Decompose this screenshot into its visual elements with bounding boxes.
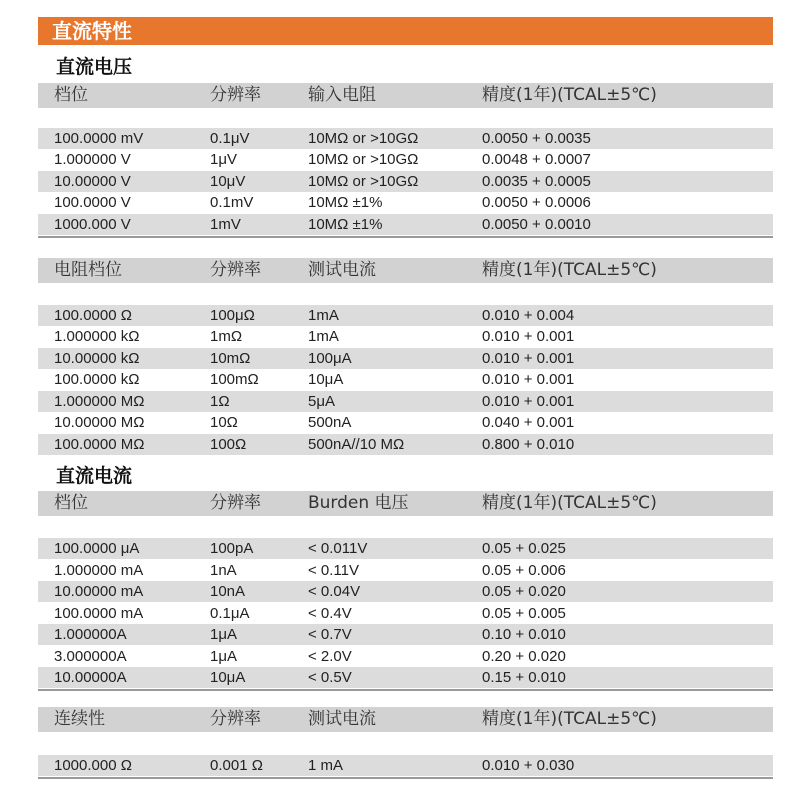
dcv-header-input-resistance: 输入电阻 [308, 85, 376, 105]
cell-range: 100.0000 kΩ [54, 371, 140, 388]
cell-range: 10.00000A [54, 669, 127, 686]
cell-burden-voltage: < 0.11V [308, 562, 360, 579]
cell-range: 100.0000 mV [54, 130, 144, 147]
table-row [38, 391, 773, 412]
cont-header-resolution: 分辨率 [210, 709, 261, 729]
cell-accuracy: 0.0050 + 0.0006 [482, 194, 591, 211]
cell-input-resistance: 10MΩ or >10GΩ [308, 130, 419, 147]
table-row [38, 581, 773, 602]
cell-resolution: 100pA [210, 540, 254, 557]
cell-resolution: 100Ω [210, 436, 247, 453]
cell-resolution: 1μA [210, 648, 237, 665]
cont-header-range: 连续性 [54, 709, 105, 729]
cell-accuracy: 0.20 + 0.020 [482, 648, 566, 665]
table-row [38, 214, 773, 235]
cell-range: 3.000000A [54, 648, 127, 665]
cell-range: 1.000000 V [54, 151, 131, 168]
cell-resolution: 0.1mV [210, 194, 254, 211]
cell-range: 100.0000 V [54, 194, 131, 211]
cell-accuracy: 0.0048 + 0.0007 [482, 151, 591, 168]
cell-resolution: 1nA [210, 562, 237, 579]
cell-accuracy: 0.010 + 0.030 [482, 757, 575, 774]
cell-accuracy: 0.010 + 0.001 [482, 371, 575, 388]
res-header-test-current: 测试电流 [308, 260, 376, 280]
cell-burden-voltage: < 0.04V [308, 583, 361, 600]
cell-resolution: 1mV [210, 216, 241, 233]
cell-accuracy: 0.10 + 0.010 [482, 626, 566, 643]
dci-header-burden-voltage: Burden 电压 [308, 493, 409, 513]
cell-resolution: 1Ω [210, 393, 230, 410]
cell-range: 10.00000 V [54, 173, 131, 190]
cell-range: 10.00000 kΩ [54, 350, 140, 367]
cont-header-row [38, 707, 773, 732]
dcv-header-range: 档位 [54, 85, 88, 105]
cell-accuracy: 0.05 + 0.005 [482, 605, 566, 622]
cell-resolution: 10mΩ [210, 350, 251, 367]
res-header-row [38, 258, 773, 283]
cell-range: 100.0000 μA [54, 540, 140, 557]
dcv-title: 直流电压 [56, 56, 133, 78]
cell-accuracy: 0.0050 + 0.0035 [482, 130, 591, 147]
dci-header-range: 档位 [54, 493, 88, 513]
res-header-range: 电阻档位 [54, 260, 122, 280]
cell-test-current: 1mA [308, 328, 339, 345]
res-header-resolution: 分辨率 [210, 260, 261, 280]
cell-range: 10.00000 MΩ [54, 414, 145, 431]
cell-resolution: 0.001 Ω [210, 757, 263, 774]
res-header-accuracy: 精度(1年)(TCAL±5℃) [482, 260, 657, 280]
dci-title: 直流电流 [56, 465, 133, 487]
table-row [38, 192, 773, 213]
cont-header-accuracy: 精度(1年)(TCAL±5℃) [482, 709, 657, 729]
cell-resolution: 10Ω [210, 414, 238, 431]
cell-input-resistance: 10MΩ or >10GΩ [308, 151, 419, 168]
table-row [38, 305, 773, 326]
cell-accuracy: 0.05 + 0.006 [482, 562, 566, 579]
dci-header-resolution: 分辨率 [210, 493, 261, 513]
cell-test-current: 1 mA [308, 757, 344, 774]
table-row [38, 624, 773, 645]
cell-range: 1.000000 MΩ [54, 393, 145, 410]
cell-accuracy: 0.0050 + 0.0010 [482, 216, 591, 233]
cell-test-current: 500nA [308, 414, 352, 431]
cell-range: 10.00000 mA [54, 583, 144, 600]
cell-resolution: 100μΩ [210, 307, 255, 324]
cell-range: 1.000000 mA [54, 562, 144, 579]
cell-resolution: 10μA [210, 669, 246, 686]
cell-accuracy: 0.0035 + 0.0005 [482, 173, 591, 190]
table-row [38, 171, 773, 192]
cell-resolution: 10nA [210, 583, 246, 600]
cell-accuracy: 0.010 + 0.004 [482, 307, 575, 324]
cell-range: 1000.000 V [54, 216, 131, 233]
cell-burden-voltage: < 0.7V [308, 626, 352, 643]
table-row [38, 755, 773, 776]
cell-resolution: 100mΩ [210, 371, 259, 388]
cell-burden-voltage: < 2.0V [308, 648, 352, 665]
dcv-header-resolution: 分辨率 [210, 85, 261, 105]
cell-range: 1000.000 Ω [54, 757, 132, 774]
cell-accuracy: 0.010 + 0.001 [482, 350, 575, 367]
cell-test-current: 500nA//10 MΩ [308, 436, 405, 453]
table-row [38, 538, 773, 559]
table-row [38, 348, 773, 369]
cell-input-resistance: 10MΩ ±1% [308, 194, 383, 211]
cell-accuracy: 0.010 + 0.001 [482, 328, 575, 345]
cell-range: 1.000000 kΩ [54, 328, 140, 345]
cell-accuracy: 0.040 + 0.001 [482, 414, 575, 431]
cell-test-current: 1mA [308, 307, 339, 324]
cell-resolution: 1μV [210, 151, 237, 168]
cell-resolution: 1μA [210, 626, 237, 643]
cell-accuracy: 0.05 + 0.020 [482, 583, 566, 600]
table-row [38, 667, 773, 688]
cell-accuracy: 0.010 + 0.001 [482, 393, 575, 410]
table-row [38, 560, 773, 581]
cell-range: 100.0000 mA [54, 605, 144, 622]
cell-test-current: 100μA [308, 350, 352, 367]
table-row [38, 603, 773, 624]
cell-accuracy: 0.15 + 0.010 [482, 669, 566, 686]
cell-range: 100.0000 Ω [54, 307, 132, 324]
dci-header-row [38, 491, 773, 516]
table-divider [38, 236, 773, 238]
table-row [38, 369, 773, 390]
cell-range: 1.000000A [54, 626, 127, 643]
section-banner: 直流特性 [38, 17, 773, 45]
cell-burden-voltage: < 0.4V [308, 605, 352, 622]
cell-burden-voltage: < 0.011V [308, 540, 368, 557]
cell-test-current: 10μA [308, 371, 344, 388]
cont-header-test-current: 测试电流 [308, 709, 376, 729]
cell-burden-voltage: < 0.5V [308, 669, 352, 686]
cell-resolution: 0.1μA [210, 605, 250, 622]
table-row [38, 434, 773, 455]
table-row [38, 149, 773, 170]
cell-input-resistance: 10MΩ ±1% [308, 216, 383, 233]
table-divider [38, 689, 773, 691]
table-divider [38, 777, 773, 779]
table-row [38, 646, 773, 667]
dcv-header-accuracy: 精度(1年)(TCAL±5℃) [482, 85, 657, 105]
cell-test-current: 5μA [308, 393, 335, 410]
table-row [38, 326, 773, 347]
cell-input-resistance: 10MΩ or >10GΩ [308, 173, 419, 190]
table-row [38, 412, 773, 433]
cell-resolution: 10μV [210, 173, 246, 190]
dcv-header-row [38, 83, 773, 108]
dci-header-accuracy: 精度(1年)(TCAL±5℃) [482, 493, 657, 513]
cell-resolution: 1mΩ [210, 328, 243, 345]
cell-range: 100.0000 MΩ [54, 436, 145, 453]
table-row [38, 128, 773, 149]
cell-resolution: 0.1μV [210, 130, 250, 147]
cell-accuracy: 0.800 + 0.010 [482, 436, 575, 453]
cell-accuracy: 0.05 + 0.025 [482, 540, 566, 557]
